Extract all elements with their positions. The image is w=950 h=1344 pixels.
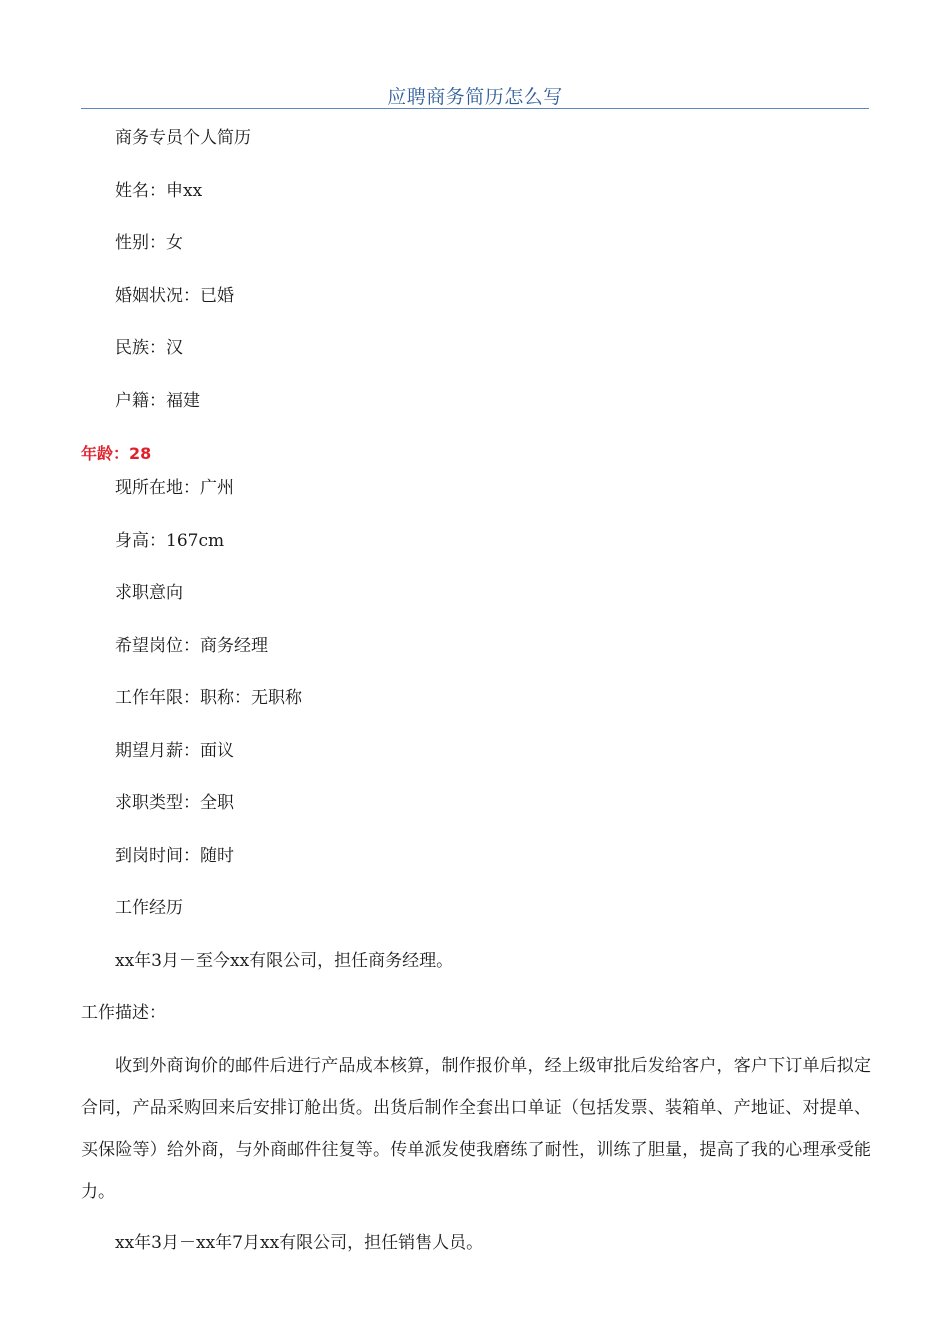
- job-entry-1: xx年3月－至今xx有限公司，担任商务经理。: [115, 951, 454, 971]
- gender-line: 性别：女: [115, 233, 183, 253]
- ethnicity-line: 民族：汉: [115, 338, 183, 358]
- job-entry-2: xx年3月－xx年7月xx有限公司，担任销售人员。: [115, 1233, 484, 1253]
- salary-line: 期望月薪：面议: [115, 741, 234, 761]
- work-description-paragraph: 收到外商询价的邮件后进行产品成本核算，制作报价单，经上级审批后发给客户，客户下订单后拟定合同，产品采购回来后安排订舱出货。出货后制作全套出口单证（包括发票、装箱单、产地证、对提单、买保险等）给外商，与外商邮件往复等。传单派发使我磨练了耐性，训练了胆量，提高了我的心理承受能力。: [81, 1056, 871, 1202]
- header-divider: [81, 108, 869, 109]
- work-experience-heading: 工作经历: [115, 898, 183, 918]
- household-line: 户籍：福建: [115, 391, 200, 411]
- page-header-title: 应聘商务简历怎么写: [387, 86, 563, 108]
- start-time-line: 到岗时间：随时: [115, 846, 234, 866]
- job-type-line: 求职类型：全职: [115, 793, 234, 813]
- work-description-label: 工作描述：: [81, 1003, 166, 1023]
- experience-title-line: 工作年限：职称：无职称: [115, 688, 302, 708]
- desired-position-line: 希望岗位：商务经理: [115, 636, 268, 656]
- height-line: 身高：167cm: [115, 531, 225, 551]
- marital-status-line: 婚姻状况：已婚: [115, 286, 234, 306]
- name-line: 姓名：申xx: [115, 181, 203, 201]
- job-intention-heading: 求职意向: [115, 583, 183, 603]
- age-line: 年龄：28: [81, 444, 152, 463]
- location-line: 现所在地：广州: [115, 478, 234, 498]
- resume-title: 商务专员个人简历: [115, 128, 251, 148]
